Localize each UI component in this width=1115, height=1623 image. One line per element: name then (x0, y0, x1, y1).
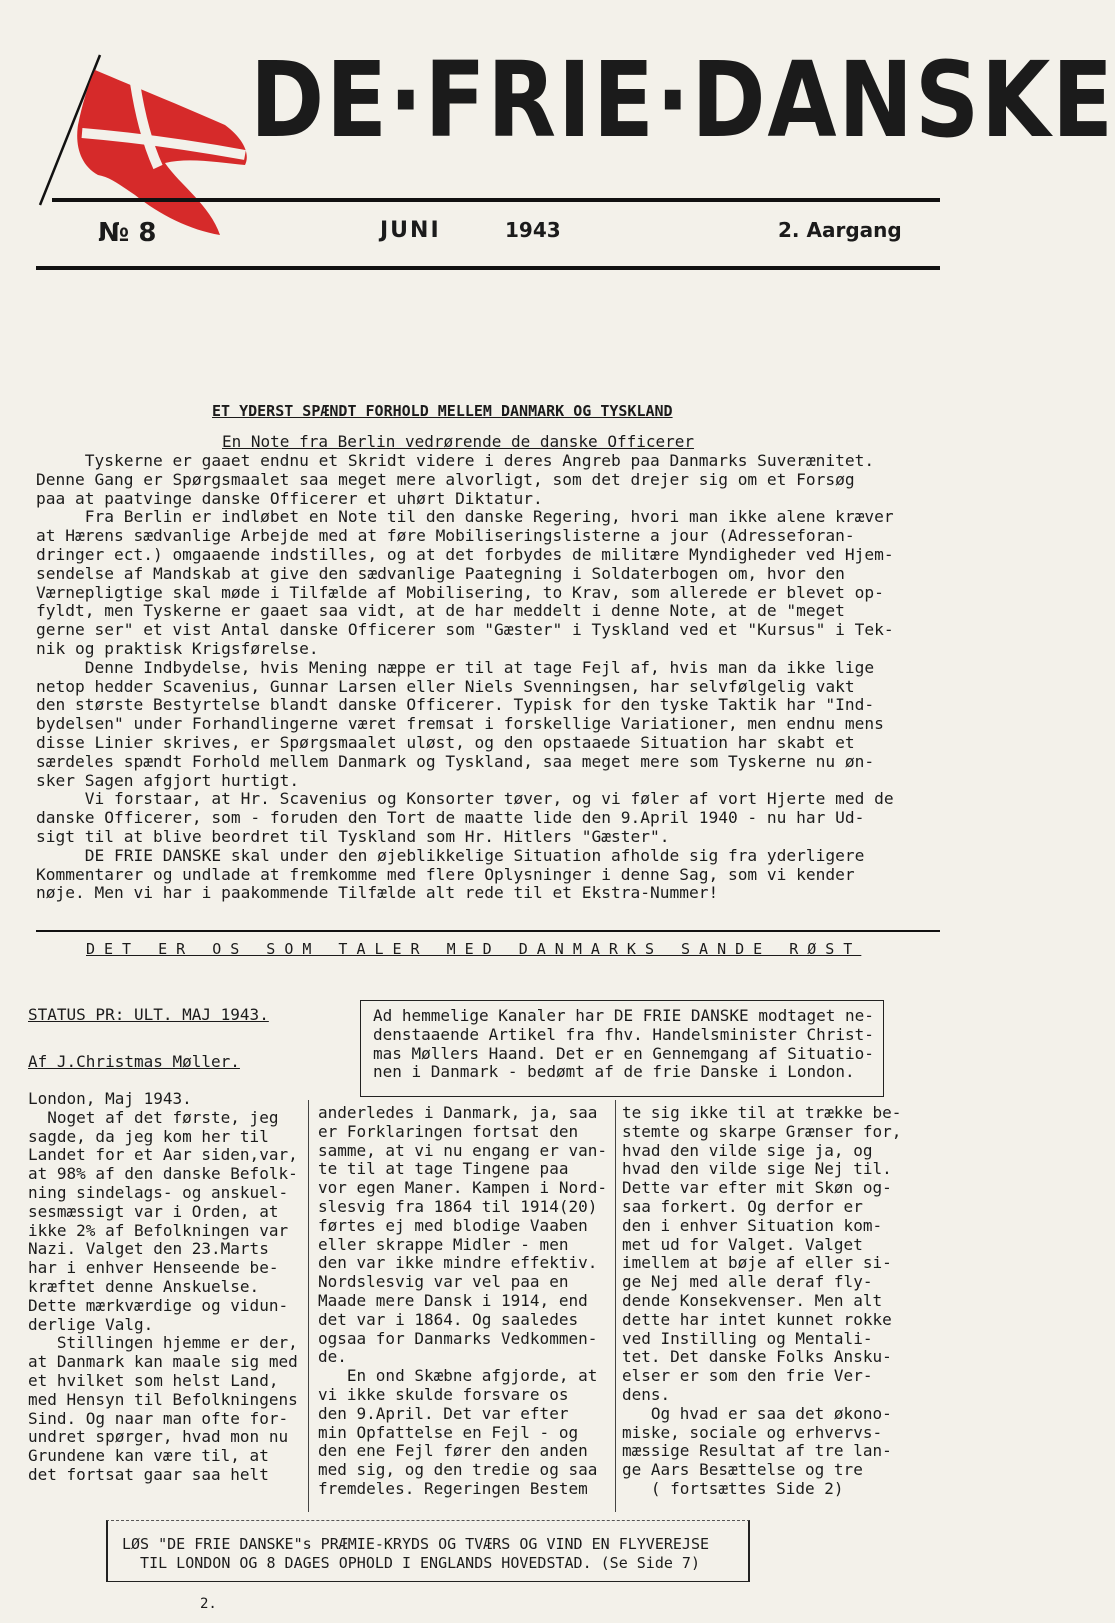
masthead-rule-top (52, 198, 940, 202)
column-1: London, Maj 1943. Noget af det første, jeg sagde, da jeg kom her til Landet for et Aar siden,var, at 98% af den danske Befolk- ning sindelags- og anskuel- sesmæssigt var i Orden, at ikke 2% af Befolkningen var Nazi. Valget den 23.Marts har i enhver Henseende be- kræftet denne Anskuelse. Dette mærkværdige og vidun- derlige Valg. Stillingen hjemme er der, at Danmark kan maale sig med et hvilket som helst Land, med Hensyn til Befolkningens Sind. Og naar man ofte for- undret spørger, hvad mon nu Grundene kan være til, at det fortsat gaar saa helt (28, 1089, 298, 1484)
article-body: Tyskerne er gaaet endnu et Skridt videre i deres Angreb paa Danmarks Suverænitet. Denne Gang er Spørgsmaalet saa meget mere alvorligt, som det drejer sig om et Forsøg paa at paatvinge danske Officerer et uhørt Diktatur. Fra Berlin er indløbet en Note til den danske Regering, hvori man ikke alene kræver at Hærens sædvanlige Arbejde med at føre Mobiliseringslisterne a jour (Adresseforan- dringer ect.) omgaaende indstilles, og at det forbydes de militære Myndigheder ved Hjem- sendelse af Mandskab at give den sædvanlige Paategning i Soldaterbogen om, hvor den Værnepligtige skal møde i Tilfælde af Mobilisering, to Krav, som allerede er blevet op- fyldt, men Tyskerne er gaaet saa vidt, at de har meddelt i denne Note, at de "meget gerne ser" et vist Antal danske Officerer som "Gæster" i Tyskland ved et "Kursus" i Tek- nik og praktisk Krigsførelse. Denne Indbydelse, hvis Mening næppe er til at tage Fejl af, hvis man da ikke lige netop hedder Scavenius, Gunnar Larsen eller Niels Svenningsen, har selvfølgelig vakt den største Bestyrtelse blandt danske Officerer. Typisk for den tyske Taktik har "Ind- bydelsen" under Forhandlingerne været fremsat i forskellige Variationer, men endnu mens disse Linier skrives, er Spørgsmaalet uløst, og den opstaaede Situation har skabt et særdeles spændt Forhold mellem Danmark og Tyskland, saa meget mere som Tyskerne nu øn- sker Sagen afgjort hurtigt. Vi forstaar, at Hr. Scavenius og Konsorter tøver, og vi føler af vort Hjerte med de danske Officerer, som - foruden den Tort de maatte lide den 9.April 1940 - nu har Ud- sigt til at blive beordret til Tyskland som Hr. Hitlers "Gæster". DE FRIE DANSKE skal under den øjeblikkelige Situation afholde sig fra yderligere Kommentarer og undlade at fremkomme med flere Oplysninger i denne Sag, som vi kender nøje. Men vi har i paakommende Tilfælde alt rede til et Ekstra-Nummer! (36, 451, 894, 903)
contest-box-text: LØS "DE FRIE DANSKE"s PRÆMIE-KRYDS OG TVÆRS OG VIND EN FLYVEREJSE TIL LONDON OG 8 DAGES OPHOLD I ENGLANDS HOVEDSTAD. (Se Side 7) (122, 1535, 709, 1572)
page-number: 2. (200, 1596, 217, 1612)
banner-slogan: DET ER OS SOM TALER MED DANMARKS SANDE RØST (86, 940, 862, 958)
column-divider-2 (615, 1100, 616, 1512)
article-headline: ET YDERST SPÆNDT FORHOLD MELLEM DANMARK OG TYSKLAND (212, 402, 673, 420)
byline: Af J.Christmas Møller. (28, 1052, 240, 1071)
article-subheadline: En Note fra Berlin vedrørende de danske Officerer (222, 432, 695, 451)
column-divider-1 (308, 1100, 309, 1512)
issue-month: JUNI (380, 218, 441, 243)
intro-box (360, 1000, 884, 1097)
column-3: te sig ikke til at trække be- stemte og skarpe Grænser for, hvad den vilde sige ja, og hvad den vilde sige Nej til. Dette var efter mit Skøn og- saa forkert. Og derfor er den i enhver Situation kom- met ud for Valget. Valget imellem at bøje af eller si- ge Nej med alle deraf fly- dende Konsekvenser. Men alt dette har intet kunnet rokke ved Instilling og Mentali- tet. Det danske Folks Ansku- elser er som den frie Ver- dens. Og hvad er saa det økono- miske, sociale og erhvervs- mæssige Resultat af tre lan- ge Aars Besættelse og tre ( fortsættes Side 2) (622, 1103, 902, 1498)
masthead-rule-bottom (36, 266, 940, 270)
column-2: anderledes i Danmark, ja, saa er Forklaringen fortsat den samme, at vi nu engang er van- te til at tage Tingene paa vor egen Maner. Kampen i Nord- slesvig fra 1864 til 1914(20) førtes ej med blodige Vaaben eller skrappe Midler - men den var ikke mindre effektiv. Nordslesvig var vel paa en Maade mere Dansk i 1914, end det var i 1864. Og saaledes ogsaa for Danmarks Vedkommen- de. En ond Skæbne afgjorde, at vi ikke skulde forsvare os den 9.April. Det var efter min Opfattelse en Fejl - og den ene Fejl fører den anden med sig, og den tredie og saa fremdeles. Regeringen Bestem (318, 1103, 607, 1498)
intro-box-text: Ad hemmelige Kanaler har DE FRIE DANSKE modtaget ne- denstaaende Artikel fra fhv. Handelsminister Christ- mas Møllers Haand. Det er en Gennemgang af Situatio- nen i Danmark - bedømt af de frie Danske i London. (373, 1006, 874, 1082)
status-heading: STATUS PR: ULT. MAJ 1943. (28, 1005, 269, 1024)
masthead-title: DE·FRIE·DANSKE (250, 39, 1115, 161)
issue-year: 1943 (505, 218, 561, 242)
section-divider (36, 930, 940, 932)
issue-volume: 2. Aargang (778, 218, 902, 242)
contest-box (106, 1520, 750, 1582)
issue-number: № 8 (98, 218, 157, 248)
danish-flag-icon (40, 45, 270, 240)
